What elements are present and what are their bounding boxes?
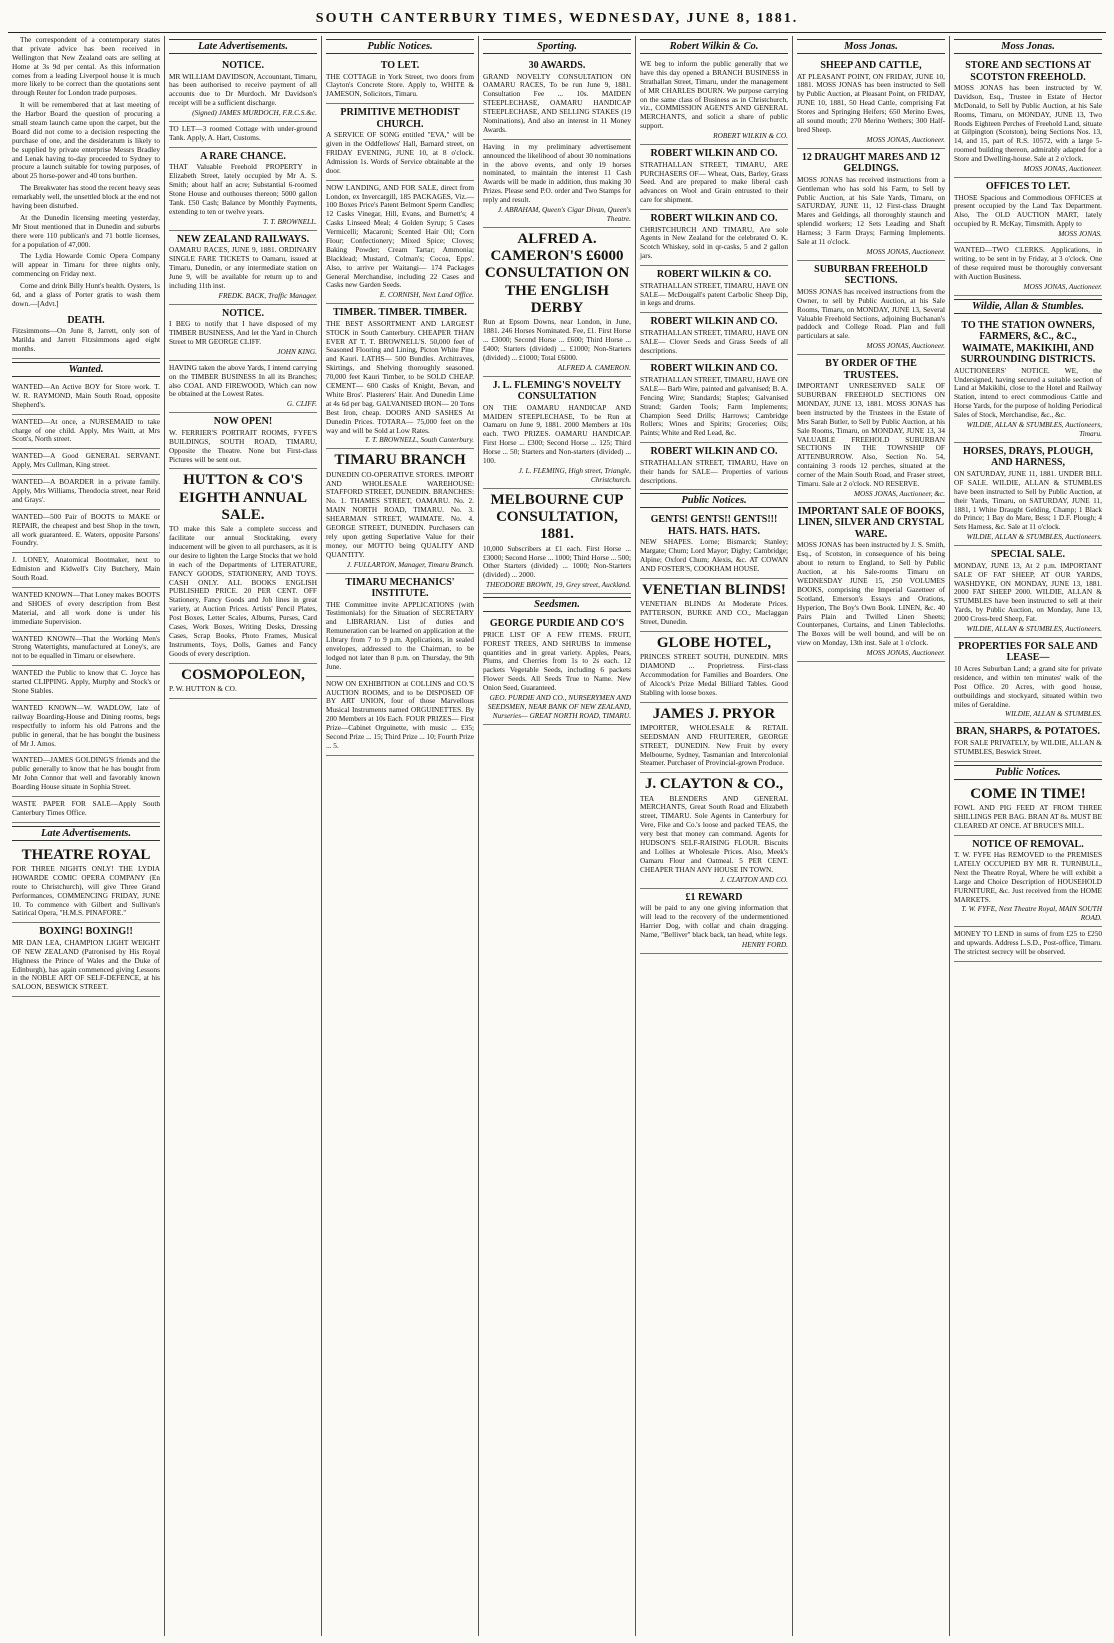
news-paragraph: The Breakwater has stood the recent heavy seas remarkably well, the unsettled block at the end not having been disturbed. [12,183,160,211]
advertisement [326,574,474,677]
ad-signature: MOSS JONAS, Auctioneer. [866,134,945,144]
ad-signature: MOSS JONAS, Auctioneer, &c. [853,488,945,498]
ad-title: J. L. FLEMING'S NOVELTY CONSULTATION [492,379,622,403]
advertisement [12,632,160,667]
ad-title: GEORGE PURDIE AND CO'S [489,618,625,630]
ad-title: NEW ZEALAND RAILWAYS. [176,233,310,245]
ad-signature: T. W. FYFE, Next Theatre Royal, MAIN SOUTH ROAD. [961,904,1102,923]
advertisement [12,449,160,475]
column-5 [635,36,792,1636]
ad-body: TEA BLENDERS AND GENERAL MERCHANTS, Great South Road and Elizabeth street, TIMARU. Sole Agents in Canterbury for Vere, Fike and Co.'s loose and packed TEAS, the very best that money can command. Agents for HUDSON'S SELF-RAISING FLOUR. Biscuits and Lollies at Wholesale Prices. Also, Meek's Oamaru Flour and Oatmeal. 5 PER CENT. CHEAPER THAN ANY HOUSE IN TOWN. [640,793,788,874]
ad-title: 12 DRAUGHT MARES AND 12 GELDINGS. [801,151,941,175]
ad-body: STRATHALLAN STREET, TIMARU, HAVE ON SALE— Barb Wire, painted and galvanised; B. A. Fencing Wire; Standards; Staples; Galvanised Strand; Garden Tools; Farm Implements; Champion Seed Drills; Harrows; Cambridge Rollers; Wines and Spirits; Groceries; Oils; Paints; White and Red Lead, &c. [640,374,788,438]
ad-body: J. LONEY, Anatomical Bootmaker, next to Edmiston and Kidwell's City Butchery, Main South Road. [12,555,160,583]
news-paragraph: At the Dunedin licensing meeting yesterday, Mr Stout mentioned that in Dunedin and suburbs there were 110 publican's and 71 bottle licenses, for a population of 47,000. [12,212,160,249]
advertisement [12,923,160,997]
ad-body: FOWL AND PIG FEED AT FROM THREE SHILLINGS PER BAG. BRAN AT 8s. MUST BE CLEARED AT ONCE. AT BRUCE'S MILL. [954,802,1102,830]
ad-body: PRINCES STREET SOUTH, DUNEDIN. MRS DIAMOND ... Proprietress. First-class Accommodation for Families and Boarders. One of Alcock's Prize Medal Billiard Tables. Good Stabling with loose boxes. [640,652,788,697]
advertisement [326,677,474,756]
ad-body: MR DAN LEA, CHAMPION LIGHT WEIGHT OF NEW ZEALAND (Patronised by His Royal Highness the Prince of Wales and the Duke of Edinburgh), has again commenced giving Lessons in the NOBLE ART OF SELF-DEFENCE, at his SALOON, BESWICK STREET. [12,937,160,992]
ad-signature: MOSS JONAS, Auctioneer. [1023,164,1102,174]
ad-title: GENTS! GENTS!! GENTS!!! HATS. HATS. HATS. [650,514,778,537]
ad-body: STRATHALLAN STREET, TIMARU, Have on their hands for SALE— Properties of various descriptions. [640,457,788,485]
ad-body: WANTED KNOWN—That Loney makes BOOTS and SHOES of every description from Best Material, and all work done is under his immediate Supervision. [12,590,160,626]
ad-signature: G. CLIFF. [286,399,317,409]
advertisement [954,723,1102,761]
advertisement [169,413,317,469]
ad-title: COSMOPOLEON, [181,666,305,683]
ad-signature: WILDIE, ALLAN & STUMBLES, Auctioneers. [966,532,1102,542]
news-paragraph: The Lydia Howarde Comic Opera Company will appear in Timaru for three nights only, commencing on Friday next. [12,251,160,279]
columns [8,36,1106,1636]
advertisement [483,489,631,594]
news-paragraph: It will be remembered that at last meeting of the Harbor Board the question of procuring a small steam launch came upon the carpet, but the Board did not come to a decision respecting the purchase of one, and the desideratum is likely to be supplied by private enterprise Messrs Bradley and Lenak having to-day proceeded to Sydney to procure a launch suitable for towing purposes, of about 25 horse-power and 40 tons burthen. [12,100,160,181]
advertisement [797,261,945,355]
advertisement [169,469,317,663]
ad-title: ROBERT WILKIN AND CO. [650,363,778,375]
ad-body: WANTED KNOWN—W. WADLOW, late of railway Boarding-House and Dining rooms, begs respectfully to inform his old Patrons and the public in general, that he has bought the business of Mr J. Amos. [12,702,160,748]
ad-body: WANTED—An Active BOY for Store work. T. W. R. RAYMOND, Main South Road, opposite Shepherd's. [12,382,160,409]
ad-signature: J. L. FLEMING, High street, Triangle, Christchurch. [518,465,631,484]
advertisement [483,615,631,725]
ad-body: WANTED—A BOARDER in a private family. Apply, Mrs Williams, Theodocia street, near Reid and Grays'. [12,477,160,504]
ad-signature: MOSS JONAS, Auctioneer. [1023,281,1102,291]
section-heading: Moss Jonas. [954,39,1102,54]
ad-title: SPECIAL SALE. [991,549,1065,561]
ad-title: NOTICE. [222,60,264,71]
ad-body: STRATHALLAN STREET, TIMARU, ARE PURCHASERS OF— Wheat, Oats, Barley, Grass Seed. And are prepared to make liberal cash advances on Wool and Grain entrusted to their care for shipment. [640,159,788,205]
advertisement [797,57,945,149]
ad-body: WANTED—A Good GENERAL SERVANT. Apply, Mrs Cullman, King street. [12,451,160,470]
advertisement [954,927,1102,962]
advertisement [954,783,1102,836]
advertisement [954,443,1102,546]
advertisement [326,181,474,305]
ad-title: 30 AWARDS. [528,60,586,71]
ad-title: ROBERT WILKIN AND CO. [650,213,778,225]
ad-title: TO THE STATION OWNERS, FARMERS, &C., &C., WAIMATE, MAKIKIHI, AND SURROUNDING DISTRICTS. [960,319,1096,366]
ad-body: ON THE OAMARU HANDICAP AND MAIDEN STEEPLECHASE, To be Run at Oamaru on June 9, 1881. 2000 Members at 10s each. TWO PRIZES. OAMARU HANDICAP. First Horse ... £300; Second Horse ... 125; Third Horse ... 50; Starters and Non-starters (divided) ... 100. [483,402,631,466]
advertisement [640,313,788,360]
ad-title: £1 REWARD [685,891,743,903]
ad-signature: WILDIE, ALLAN & STUMBLES, Auctioneers, Timaru. [966,419,1102,438]
advertisement [326,304,474,449]
section-heading: Late Advertisements. [169,39,317,54]
advertisement [483,57,631,140]
ad-body: T. W. FYFE Has REMOVED to the PREMISES LATELY OCCUPIED BY MR R. TURNBULL, Next the Theatre Royal, Where he will exhibit a Large and Choice Description of HOUSEHOLD FURNITURE, &c. Just received from the HOME MARKETS. [954,850,1102,904]
advertisement [640,511,788,579]
advertisement [797,355,945,503]
section-heading: Wildie, Allan & Stumbles. [954,299,1102,314]
advertisement [954,243,1102,296]
ad-body: MONEY TO LEND in sums of from £25 to £250 and upwards. Address L.S.D., Post-office, Timaru. The strictest secrecy will be observed. [954,929,1102,957]
advertisement [640,210,788,266]
ad-signature: MOSS JONAS, Auctioneer. [866,648,945,658]
advertisement [954,317,1102,443]
ad-body: TO LET—3 roomed Cottage with under-ground Tank. Apply, A. Hart, Customs. [169,124,317,142]
column-1 [8,36,164,1636]
ad-signature: MOSS JONAS, Auctioneer. [866,246,945,256]
ad-body: Having in my preliminary advertisement announced the likelihood of about 30 nominations in the above events, and only 19 horses nominated, to maintain the interest 11 Cash Awards will be made in addition, thus making 30 Prizes. Please send P.O. order and Two Stamps for reply and result. [483,141,631,205]
advertisement [12,415,160,450]
ad-title: SHEEP AND CATTLE, [820,60,922,71]
section-heading: Sporting. [483,39,631,54]
ad-title: THEATRE ROYAL [21,846,151,863]
ad-body: IMPORTER, WHOLESALE & RETAIL SEEDSMAN AND FRUITERER, GEORGE STREET, DUNEDIN. New Fruit by every Melbourne, Sydney, Tasmanian and Intercolonial Steamer. Purchaser of Provincial-grown Produce. [640,722,788,768]
advertisement [169,231,317,305]
ad-signature: THEODORE BROWN, 19, Grey street, Auckland. [485,580,631,590]
ad-title: VENETIAN BLINDS! [642,581,786,598]
ad-title: BRAN, SHARPS, & POTATOES. [956,726,1100,738]
advertisement [640,360,788,443]
advertisement [169,122,317,148]
ad-title: ALFRED A. CAMERON'S £6000 CONSULTATION ON THE ENGLISH DERBY [484,230,630,316]
ad-body: A SERVICE OF SONG entitled "EVA," will be given in the Oddfellows' Hall, Barnard street, on FRIDAY EVENING, JUNE 10, at 8 o'clock. Admission 1s. Words of Service obtainable at the door. [326,130,474,175]
column-6 [792,36,949,1636]
advertisement [169,148,317,231]
ad-body: I BEG to notify that I have disposed of my TIMBER BUSINESS, And let the Yard in Church Street to MR GEORGE CLIFF. [169,319,317,346]
advertisement [954,178,1102,243]
ad-title: STORE AND SECTIONS AT SCOTSTON FREEHOLD. [965,60,1091,83]
ad-body: DUNEDIN CO-OPERATIVE STORES. IMPORT AND WHOLESALE WAREHOUSE: STAFFORD STREET, DUNEDIN. BRANCHES: No. 1. THAMES STREET, OAMARU. No. 2. MAIN NORTH ROAD, TIMARU. No. 3. SHEARMAN STREET, WAIMATE. No. 4. GEORGE STREET, DUNEDIN. Purchasers can rely upon getting Superlative Value for their money, our MOTTO being QUALITY AND QUANTITY. [326,469,474,559]
ad-title: TO LET. [380,60,420,71]
advertisement [483,228,631,377]
ad-body: CHRISTCHURCH AND TIMARU, Are sole Agents in New Zealand for the celebrated O. K. Scotch Whiskey, sold in qr-casks, 5 and 2 gallon jars. [640,224,788,261]
ad-title: NOW OPEN! [213,416,273,428]
ad-title: IMPORTANT SALE OF BOOKS, LINEN, SILVER AND CRYSTAL WARE. [797,505,945,540]
ad-body: Fitzsimmons—On June 8, Jarrett, only son of Matilda and Jarrett Fitzsimmons aged eight months. [12,326,160,354]
ad-body: WANTED—TWO CLERKS. Applications, in writing, to be sent in by Friday, at 3 o'clock. One of these required must be thoroughly conversant with Auction Business. [954,245,1102,281]
ad-title: MELBOURNE CUP CONSULTATION, 1881. [490,491,624,543]
advertisement [483,377,631,489]
ad-signature: JOHN KING. [277,346,317,356]
advertisement [640,889,788,954]
ad-title: COME IN TIME! [970,785,1086,802]
ad-body: THE COTTAGE in York Street, two doors from Clayton's Concrete Store. Apply to, WHITE & JAMESON, Solicitors, Timaru. [326,71,474,99]
ad-signature: J. CLAYTON AND CO. [719,874,788,884]
ad-title: SUBURBAN FREEHOLD SECTIONS. [814,263,928,287]
ad-signature: WILDIE, ALLAN & STUMBLES, Auctioneers. [966,623,1102,633]
ad-title: HORSES, DRAYS, PLOUGH, AND HARNESS, [963,445,1093,469]
ad-body: HAVING taken the above Yards, I intend carrying on the TIMBER BUSINESS In all its Branches; also COAL AND FIREWOOD, Which can now be obtained at the Lowest Rates. [169,362,317,399]
ad-body: THOSE Spacious and Commodious OFFICES at present occupied by the Land Tax Department. Also, The OLD AUCTION MART, lately occupied by R. McKay, Timsmith. Apply to [954,192,1102,229]
ad-body: WANTED—At once, a NURSEMAID to take charge of one child. Apply, Mrs Waitt, at Mrs Scott's, North street. [12,416,160,444]
ad-title: NOTICE OF REMOVAL. [972,838,1084,850]
ad-title: A RARE CHANCE. [200,150,286,162]
ad-signature: J. FULLARTON, Manager, Timaru Branch. [346,559,474,569]
advertisement [640,145,788,210]
section-heading: Public Notices. [954,765,1102,780]
advertisement [12,553,160,588]
ad-title: J. CLAYTON & CO., [644,776,784,793]
ad-body: FOR THREE NIGHTS ONLY! THE LYDIA HOWARDE COMIC OPERA COMPANY (En route to Christchurch), will give Three Grand Performances, COMMENCING FRIDAY, JUNE 10. To commence with Gilbert and Sullivan's Satirical Opera, "H.M.S. PINAFORE." [12,863,160,918]
ad-body: MOSS JONAS has received instructions from the Owner, to sell by Public Auction, at his Sale Rooms, Timaru, on MONDAY, JUNE 13, Several Valuable Freehold Sections, adjoining Buchanan's paddock and College Road. Plan and full particulars at sale. [797,286,945,341]
advertisement [797,503,945,662]
ad-body: STRATHALLAN STREET, TIMARU, HAVE ON SALE— McDougall's patent Carbolic Sheep Dip, in kegs and drums. [640,280,788,308]
advertisement [12,701,160,753]
ad-body: THE BEST ASSORTMENT AND LARGEST STOCK in South Canterbury. CHEAPER THAN EVER AT T. T. BROWNELL'S. 50,000 feet of Seasoned Flooring and Lining, Picton White Pine and Kauri. LATHS— 500 Bundles. Architraves, Skirtings, and Shelving thoroughly seasoned. 70,000 feet Kauri Timber, to be SOLD CHEAP. CEMENT— 600 Casks of Knight, Bevan, and White Bros'. Plasterers' Hair. And Dunedin Lime at 4s 6d per bag. GALVANISED IRON— 20 Tons Best Iron, cheap. DOORS AND SASHES At Dunedin Prices. TOTARA— 75,000 feet on the way and will be Sold at Low Rates. [326,318,474,435]
advertisement [12,380,160,415]
ad-body: NOW LANDING, AND FOR SALE, direct from London, ex Invercargill, 185 PACKAGES, Viz.— 100 Boxes Price's Patent Belmont Sperm Candles; 12 Casks Vinegar, Hill, Evans, and Burnett's; 4 Casks Linseed Meal; 4 Golden Syrup; 5 Cases Vermicelli; Macaroni; Scented Hair Oil; Corn Flour; Confectionery; Mixed Spice; Cloves; Baking Powder; Cream Tartar; Ammonia; Blacklead; Mustard, Colman's; Cocoa, Epps'. Also, to arrive per Waitangi— 174 Packages General Merchandise, including 22 Cases and Casks new Garden Seeds. [326,182,474,290]
advertisement [954,57,1102,178]
ad-title: GLOBE HOTEL, [656,634,772,651]
ad-signature: ROBERT WILKIN & CO. [713,131,788,141]
ad-signature: J. ABRAHAM, Queen's Cigar Divan, Queen's Theatre. [497,204,631,223]
section-heading: Public Notices. [640,493,788,508]
ad-body: Run at Epsom Downs, near London, in June, 1881. 246 Horses Nominated. Fee, £1. First Horse ... £3000; Second Horse ... £600; Third Horse ... £400; Starters (divided) ... £1000; Non-Starters (divided) ... £1000; Total £6000. [483,317,631,362]
advertisement [640,57,788,145]
ad-body: THE Committee invite APPLICATIONS (with Testimonials) for the Situation of SECRETARY and LIBRARIAN. List of duties and Remuneration can be learned on application at the Library from 7 to 9 p.m. Applications, in sealed envelopes, addressed to the Chairman, to be lodged not later than 8 p.m. on Thursday, the 9th June. [326,599,474,671]
ad-body: WE beg to inform the public generally that we have this day opened a BRANCH BUSINESS in Strathallan Street, Timaru, under the management of MR CHARLES BOURN. We purpose carrying on the same class of Business as in Christchurch, viz., COMMISSION AGENTS AND GENERAL MERCHANTS, and solicit a share of public support. [640,59,788,131]
ad-body: WANTED—JAMES GOLDING'S friends and the public generally to know that he has bought from Mr John Connor that well and favorably known Boarding House situate in Sophia Street. [12,755,160,792]
section-heading: Wanted. [12,362,160,377]
ad-body: W. FERRIER'S PORTRAIT ROOMS, FYFE'S BUILDINGS, SOUTH ROAD, TIMARU, Opposite the Theatre. None but First-class Pictures will be sent out. [169,427,317,464]
section-heading: Late Advertisements. [12,826,160,841]
advertisement [640,773,788,888]
ad-title: PRIMITIVE METHODIST CHURCH. [340,107,460,130]
ad-body: GRAND NOVELTY CONSULTATION ON OAMARU RACES, To be run June 9, 1881. Consultation Fee ... 10s. MAIDEN STEEPLECHASE, OAMARU HANDICAP STEEPLECHASE, AND SELLING STAKES (19 Nominations), And also an interest in 11 Money Awards. [483,71,631,134]
ad-signature: T. T. BROWNELL. [263,216,317,226]
ad-title: BY ORDER OF THE TRUSTEES. [825,358,917,381]
advertisement [12,753,160,797]
ad-signature: MOSS JONAS. [1058,229,1102,239]
ad-title: PROPERTIES FOR SALE AND LEASE— [958,640,1098,664]
ad-signature: GEO. PURDIE AND CO., NURSERYMEN AND SEEDSMEN, NEAR BANK OF NEW ZEALAND, Nurseries— GREAT NORTH ROAD, TIMARU. [487,692,631,720]
ad-body: 10 Acres Suburban Land; a grand site for private residence, and within ten minutes' walk of the Post Office. 20 Acres, with good house, outbuildings and stockyard, situated within two miles of Geraldine. [954,663,1102,709]
ad-body: MOSS JONAS has received instructions from a Gentleman who has sold his Farm, to Sell by Public Auction, at his Sale Yards, Timaru, on SATURDAY, JUNE 11, 12 First-class Draught Mares and Geldings, all thoroughly staunch and splendid workers; 12 Sets Leading and Shaft Harness; 3 Farm Drays; Farming Implements. Sale at 11 o'clock. [797,174,945,246]
advertisement [169,305,317,361]
ad-body: IMPORTANT UNRESERVED SALE OF SUBURBAN FREEHOLD SECTIONS ON MONDAY, JUNE 13, 1881. MOSS JONAS has been instructed by the Trustees in the Estate of Mrs Sarah Butler, to Sell by Public Auction, at his Sale Rooms, Timaru, on MONDAY, JUNE 13, 34 VALUABLE FREEHOLD SUBURBAN SECTIONS IN THE TOWNSHIP OF ATTENBURROW. Also, Section No. 54, containing 3 roods 12 perches, situated at the corner of the Main South Road, and Fraser street, Timaru. Sale at 2 o'clock. NO RESERVE. [797,381,945,488]
advertisement [954,836,1102,928]
advertisement [954,546,1102,638]
ad-title: TIMBER. TIMBER. TIMBER. [333,307,467,319]
ad-body: WANTED—500 Pair of BOOTS to MAKE or REPAIR, the cheapest and best Shop in the town, all work guaranteed. E. Waters, opposite Parsons' Foundry. [12,511,160,548]
ad-title: ROBERT WILKIN AND CO. [650,148,778,160]
advertisement [12,475,160,510]
ad-body: THAT Valuable Freehold PROPERTY in Elizabeth Street, lately occupied by Mr A. S. Smith; about half an acre; Substantial 6-roomed Stone House and outhouses thereon; 5000 gallon Tank. £50 Cash; Balance by Monthly Payments, extending to ten or twelve years. [169,162,317,216]
advertisement [169,57,317,122]
ad-signature: FREDK. BACK, Traffic Manager. [218,290,317,300]
advertisement [12,666,160,701]
ad-title: BOXING! BOXING!! [39,926,133,938]
news-paragraph: Come and drink Billy Hunt's health. Oysters, 1s 6d, and a glass of Porter gratis to wash them down.—[Advt.] [12,281,160,308]
section-heading: Public Notices. [326,39,474,54]
ad-body: OAMARU RACES, JUNE 9, 1881. ORDINARY SINGLE FARE TICKETS to Oamaru, issued at Timaru, Dunedin, or any intermediate station on June 9, will be available for return up to and including 11th inst. [169,245,317,290]
advertisement [12,797,160,823]
ad-title: ROBERT WILKIN & CO. [656,269,772,281]
advertisement [640,703,788,774]
ad-signature: E. CORNISH, Next Land Office. [379,290,474,300]
ad-body: NEW SHAPES. Lorne; Bismarck; Stanley; Margate; Chum; Lord Mayor; Digby; Cambridge; Alpine; Oxford Chum; Alexis, &c. AT COWAN AND FOSTER'S, COOKHAM HOUSE. [640,537,788,574]
ad-title: NOTICE. [222,307,264,319]
column-7 [949,36,1106,1636]
ad-body: MONDAY, JUNE 13, At 2 p.m. IMPORTANT SALE OF FAT SHEEP, AT OUR YARDS, WASHDYKE, ON MONDAY, JUNE 13, 1881. 2000 FAT SHEEP 2000. WILDIE, ALLAN & STUMBLES have been instructed to sell at their Yards, by Public Auction, on Monday, June 13, 2000 Cross-bred Sheep, Fat. [954,560,1102,624]
ad-title: ROBERT WILKIN AND CO. [650,316,778,328]
advertisement [640,579,788,632]
advertisement [326,104,474,180]
ad-body: AT PLEASANT POINT, ON FRIDAY, JUNE 10, 1881. MOSS JONAS has been instructed to Sell by Public Auction, at Pleasant Point, on FRIDAY, JUNE 10, 1881, 50 Head Cattle, comprising Fat Stores and Springing Heifers; 650 Merino Ewes, all sound mouth; 270 Merino Wethers; 300 Half-bred Sheep. [797,71,945,134]
column-3 [321,36,478,1636]
ad-body: NOW ON EXHIBITION at COLLINS and CO.'S AUCTION ROOMS, and to be DISPOSED OF BY ART UNION, four of those Marvellous Musical Instruments named ORGUINETTES. By 200 Members at 10s Each. FOUR PRIZES— First Prize—Cabinet Orguinette, with music ... £35; Second Prize ... 15; Third Prize ... 10; Fourth Prize ... 5. [326,678,475,750]
column-2 [164,36,321,1636]
ad-body: TO make this Sale a complete success and facilitate our annual Stocktaking, every inducement will be given to all purchasers, as it is our desire to lighten the Large Stocks that we hold in each of the Departments of LITERATURE, FANCY GOODS, STATIONERY, AND TOYS. CASH ONLY. ALL BOOKS ENGLISH PUBLISHED PRICE. 20 PER CENT. OFF Stationery, Fancy Goods and Job lines in great variety, at Auction Prices. Artists' Pencil Plates, Post Boxes, Letter Scales, Albums, Purses, Card Cases, Work Boxes, Writing Desks, Dressing Cases, Scrap Books, Photo Frames, Musical Instruments, Toys, Dolls, Games and Fancy Goods of every description. [169,524,317,658]
advertisement [640,632,788,703]
advertisement [12,588,160,632]
ad-title: TIMARU BRANCH [334,452,466,469]
ad-signature: MOSS JONAS, Auctioneer. [866,341,945,351]
column-4 [478,36,635,1636]
ad-body: WANTED the Public to know that C. Joyce has started CLIPPING. Apply, Murphy and Stock's or Stone Stables. [12,668,160,696]
advertisement [12,510,160,554]
advertisement [169,361,317,414]
ad-body: PRICE LIST OF A FEW ITEMS. FRUIT, FOREST TREES, AND SHRUBS In immense quantities and in great variety. Apples, Pears, Plums, and Cherries from 1s to 2s each. 12 packets Vegetable Seeds, including 6 packets Flower Seeds. All Seeds True to Name. New Onion Seed, Guaranteed. [483,629,631,693]
ad-body: AUCTIONEERS' NOTICE. WE, the Undersigned, having secured a suitable section of Land at Makikihi, close to the Hotel and Railway Station, intend to erect commodious Cattle and Horse Yards, for the purpose of holding Periodical Sales of Stock, Merchandise, &c., &c. [954,365,1102,420]
ad-signature: T. T. BROWNELL, South Canterbury. [364,435,474,445]
advertisement [954,638,1102,723]
ad-body: MR WILLIAM DAVIDSON, Accountant, Timaru, has been authorised to receive payment of all accounts due to Dr Murdoch. Mr Davidson's receipt will be a sufficient discharge. [169,71,317,108]
advertisement [797,149,945,261]
ad-title: DEATH. [67,314,105,326]
ad-signature: (Signed) JAMES MURDOCH, F.R.C.S.&c. [192,108,317,118]
news-paragraph: The correspondent of a contemporary states that private advice has been received in Wellington that New Zealand oats are selling at Home at 3s 9d per cental. As this information comes from a leading Liverpool house it is much more likely to be correct than the quotations sent through Reuter for London trade purposes. [12,36,160,98]
ad-body: STRATHALLAN STREET, TIMARU, HAVE ON SALE— Clover Seeds and Grass Seeds of all descriptions. [640,327,788,355]
ad-title: TIMARU MECHANICS' INSTITUTE. [345,576,455,600]
ad-title: HUTTON & CO'S EIGHTH ANNUAL SALE. [179,472,307,523]
ad-signature: HENRY FORD. [741,939,788,949]
masthead: SOUTH CANTERBURY TIMES, WEDNESDAY, JUNE 8, 1881. [8,6,1106,33]
ad-title: JAMES J. PRYOR [652,705,776,722]
advertisement [640,266,788,313]
ad-signature: ALFRED A. CAMERON. [557,362,631,372]
ad-body: WANTED KNOWN—That the Working Men's Strong Watertights, manufactured at Loney's, are not to be equalled in Timaru or elsewhere. [12,633,160,661]
ad-body: P. W. HUTTON & CO. [169,683,237,693]
section-heading: Robert Wilkin & Co. [640,39,788,54]
section-heading: Moss Jonas. [797,39,945,54]
ad-body: MOSS JONAS has been instructed by W. Davidson, Esq., Trustee in Estate of Hector McDonald, to Sell by Public Auction, at his Sale Rooms, Timaru, on MONDAY, JUNE 13, Two Roods Eighteen Perches of Freehold Land, situate at Gilpington (Scotston), being Sections Nos. 13, 14, and 15, part of R.S. 10572, with a large 5-roomed building thereon, admirably adapted for a Store and Dwelling-house. Sale at 2 o'clock. [954,83,1102,164]
advertisement [326,449,474,573]
ad-body: ON SATURDAY, JUNE 11, 1881. UNDER BILL OF SALE. WILDIE, ALLAN & STUMBLES have been instructed to Sell by Public Auction, at their Yards, Timaru, on SATURDAY, JUNE 11, 1881, 1 White Draught Gelding, Champ; 1 Black do Prince; 1 Bay do Mare, Bess; 1 D.F. Plough; 4 Sets Harness, &c. Sale at 11 o'clock. [954,468,1102,532]
ad-body: 10,000 Subscribers at £1 each. First Horse ... £3000; Second Horse ... 1000; Third Horse ... 500; Other Starters (divided) ... 1000; Non-Starters (divided) ... 2000. [483,543,631,580]
ad-body: will be paid to any one giving information that will lead to the recovery of the undermentioned Harrier Dog, with collar and chain dragging. Name, "Belliver" black back, tan head, white legs. [640,903,788,939]
ad-title: ROBERT WILKIN AND CO. [650,446,778,458]
advertisement [12,844,160,924]
ad-body: MOSS JONAS has been instructed by J. S. Smith, Esq., of Scotston, in consequence of his being about to return to England, to Sell by Public Auction, at his Sale-rooms Timaru on WEDNESDAY JUNE 15, 250 VOLUMES BOOKS, comprising the Imperial Gazetteer of Scotland, Emerson's Essays and Orations, Hyperion, The Boy's Own Book. LINEN, &c. 40 Pairs Plain and Twilled Linen Sheets; Counterpanes, Curtains, and Linen Tablecloths. The Boxes will be well bound, and will be on view on Monday, 13th inst. Sale at 1 o'clock. [797,540,945,648]
ad-body: WASTE PAPER FOR SALE—Apply South Canterbury Times Office. [12,798,160,817]
advertisement [326,57,474,104]
section-heading: Seedsmen. [483,597,631,612]
ad-title: OFFICES TO LET. [985,181,1071,193]
ad-signature: WILDIE, ALLAN & STUMBLES. [1005,709,1102,719]
advertisement [12,312,160,359]
advertisement [483,140,631,228]
advertisement [640,443,788,490]
advertisement [169,664,317,699]
ad-body: FOR SALE PRIVATELY, by WILDIE, ALLAN & STUMBLES, Beswick Street. [954,737,1102,756]
ad-body: VENETIAN BLINDS At Moderate Prices. PATTERSON, BURKE AND CO., Maclaggan Street, Dunedin. [640,599,788,626]
